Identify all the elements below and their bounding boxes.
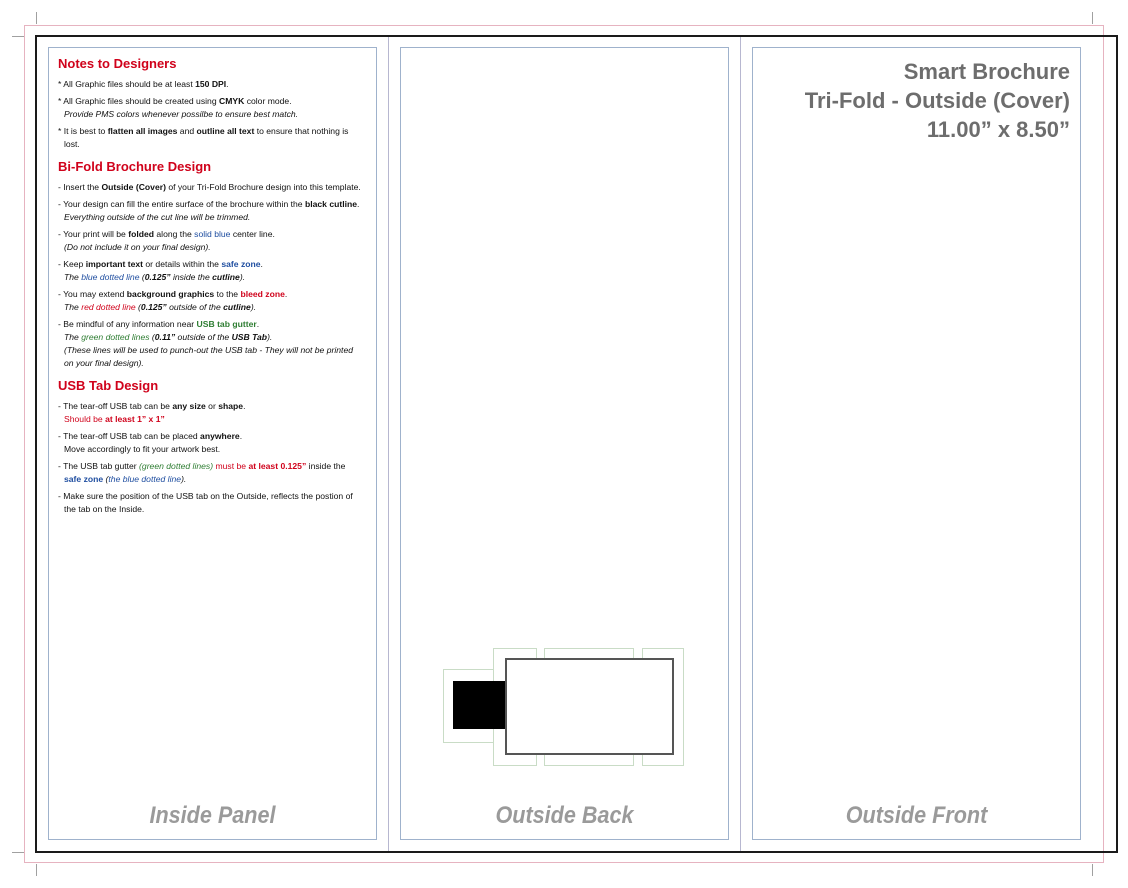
note-text: to ensure that nothing is lost. xyxy=(64,126,349,149)
crop-mark xyxy=(1092,12,1093,24)
note-italic: The xyxy=(64,272,82,282)
note-italic: ( xyxy=(149,332,155,342)
note-text: or xyxy=(205,401,219,411)
outside-back-label: Outside Back xyxy=(495,802,634,829)
note-text: . xyxy=(226,79,229,89)
note-emphasis: CMYK xyxy=(219,96,245,106)
note-red: bleed zone xyxy=(240,289,285,299)
usb-tab-body xyxy=(505,658,674,755)
note-text: - Make sure the position of the USB tab on the Outside, reflects the postion of the tab on the Inside. xyxy=(58,491,353,514)
usb-heading: USB Tab Design xyxy=(58,378,159,393)
note-text: . xyxy=(357,199,360,209)
note-italic: (These lines will be used to punch-out the USB tab - They will not be printed on your final design). xyxy=(64,345,353,368)
note-text: . xyxy=(239,431,243,441)
note-blue: the blue dotted line xyxy=(108,474,182,484)
note-item xyxy=(58,228,363,254)
note-red: Should be xyxy=(64,414,106,424)
note-item xyxy=(58,258,363,284)
note-item xyxy=(58,288,363,314)
designer-notes xyxy=(58,56,363,520)
note-text: - The tear-off USB tab can be placed xyxy=(58,431,201,441)
note-text: or details within the xyxy=(143,259,222,269)
note-emphasis: background graphics xyxy=(126,289,215,299)
inside-panel-label: Inside Panel xyxy=(149,802,276,829)
note-emphasis: Outside (Cover) xyxy=(101,182,166,192)
note-red: at least 0.125” xyxy=(248,461,307,471)
note-italic: ( xyxy=(139,272,145,282)
note-green: (green dotted lines) xyxy=(139,461,214,471)
title-line-3: 11.00” x 8.50” xyxy=(926,117,1070,142)
cover-title xyxy=(805,57,1070,144)
safe-zone-front xyxy=(752,47,1081,840)
note-text: center line. xyxy=(230,229,275,239)
crop-mark xyxy=(36,12,37,24)
note-italic: The xyxy=(64,332,82,342)
note-blue: safe zone xyxy=(221,259,261,269)
crop-mark xyxy=(12,36,24,37)
note-text: - The USB tab gutter xyxy=(58,461,140,471)
note-text: color mode. xyxy=(244,96,292,106)
note-emphasis: folded xyxy=(128,229,154,239)
note-item xyxy=(58,400,363,426)
fold-line-left xyxy=(388,37,389,851)
note-text: * All Graphic files should be at least xyxy=(58,79,196,89)
note-text: - Keep xyxy=(58,259,86,269)
note-text: Move accordingly to fit your artwork best. xyxy=(64,444,221,454)
note-text: - The tear-off USB tab can be xyxy=(58,401,173,411)
note-red: at least 1” x 1” xyxy=(105,414,165,424)
note-italic: outside of the xyxy=(166,302,224,312)
crop-mark xyxy=(12,852,24,853)
note-italic: outside of the xyxy=(175,332,232,342)
note-text: - Be mindful of any information near xyxy=(58,319,197,329)
fold-line-right xyxy=(740,37,741,851)
note-text: - Your print will be xyxy=(58,229,129,239)
usb-connector xyxy=(453,681,507,729)
title-line-2: Tri-Fold - Outside (Cover) xyxy=(804,88,1070,113)
note-text: . xyxy=(256,319,260,329)
note-text: . xyxy=(260,259,263,269)
note-emphasis: flatten all images xyxy=(107,126,178,136)
note-italic: ( xyxy=(103,474,109,484)
notes-heading: Notes to Designers xyxy=(58,56,177,71)
note-text: to the xyxy=(214,289,241,299)
note-item xyxy=(58,125,363,151)
crop-mark xyxy=(1092,864,1093,876)
note-item xyxy=(58,198,363,224)
crop-mark xyxy=(36,864,37,876)
note-italic: Everything outside of the cut line will be trimmed. xyxy=(64,212,251,222)
note-text: * All Graphic files should be created using xyxy=(58,96,219,106)
note-italic: ). xyxy=(239,272,246,282)
note-item xyxy=(58,95,363,121)
note-italic: ( xyxy=(135,302,141,312)
note-italic: (Do not include it on your final design). xyxy=(64,242,211,252)
note-text: along the xyxy=(154,229,195,239)
note-emphasis: 0.11” xyxy=(154,332,176,342)
note-emphasis: anywhere xyxy=(200,431,240,441)
note-text: and xyxy=(177,126,197,136)
note-green: USB tab gutter xyxy=(196,319,257,329)
note-text: . xyxy=(243,401,246,411)
note-item xyxy=(58,318,363,370)
note-emphasis: cutline xyxy=(223,302,251,312)
title-line-1: Smart Brochure xyxy=(903,59,1070,84)
note-emphasis: 0.125” xyxy=(144,272,171,282)
note-italic: ). xyxy=(267,332,273,342)
note-text: . xyxy=(284,289,288,299)
note-text: inside the xyxy=(306,461,346,471)
note-emphasis: important text xyxy=(85,259,144,269)
note-emphasis: outline all text xyxy=(196,126,255,136)
note-italic: ). xyxy=(181,474,187,484)
note-text: - Your design can fill the entire surface of the brochure within the xyxy=(58,199,305,209)
note-item xyxy=(58,181,363,194)
note-item xyxy=(58,430,363,456)
note-italic: The xyxy=(64,302,82,312)
note-italic: Provide PMS colors whenever possilbe to ensure best match. xyxy=(64,109,299,119)
note-item xyxy=(58,78,363,91)
note-italic: ). xyxy=(250,302,257,312)
note-text: - You may extend xyxy=(58,289,127,299)
note-item xyxy=(58,490,363,516)
note-emphasis: USB Tab xyxy=(231,332,268,342)
note-green: green dotted lines xyxy=(81,332,150,342)
note-text: of your Tri-Fold Brochure design into this template. xyxy=(165,182,361,192)
bifold-heading: Bi-Fold Brochure Design xyxy=(58,159,212,174)
note-italic: inside the xyxy=(170,272,213,282)
note-blue: safe zone xyxy=(64,474,104,484)
note-emphasis: 0.125” xyxy=(140,302,167,312)
note-emphasis: shape xyxy=(218,401,244,411)
note-red: red dotted line xyxy=(81,302,136,312)
note-text: * It is best to xyxy=(58,126,108,136)
note-red: must be xyxy=(213,461,249,471)
note-blue: solid blue xyxy=(194,229,231,239)
note-emphasis: black cutline xyxy=(304,199,358,209)
outside-front-label: Outside Front xyxy=(845,802,988,829)
note-emphasis: 150 DPI xyxy=(195,79,227,89)
note-text: - Insert the xyxy=(58,182,102,192)
note-emphasis: any size xyxy=(172,401,206,411)
note-emphasis: cutline xyxy=(212,272,240,282)
note-blue: blue dotted line xyxy=(81,272,140,282)
note-item xyxy=(58,460,363,486)
